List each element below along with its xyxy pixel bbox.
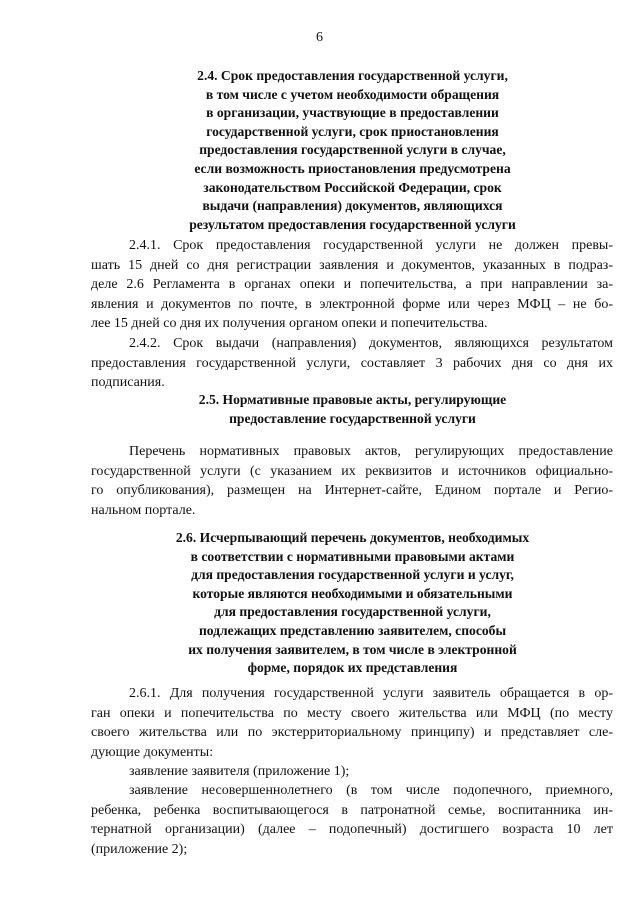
paragraph-line: дующие документы:: [91, 744, 214, 760]
heading-line: 2.6. Исчерпывающий перечень документов, необходимых: [175, 530, 530, 545]
list-item-minor-statement: [91, 781, 613, 859]
section-2-4-heading: [90, 67, 615, 234]
heading-line: предоставление государственной услуги: [229, 410, 476, 426]
heading-line: в соответствии с нормативными правовыми актами: [190, 548, 515, 564]
heading-line: законодательством Российской Федерации, срок: [203, 179, 502, 195]
heading-line: предоставления государственной услуги в случае,: [199, 142, 506, 158]
heading-line: выдачи (направления) документов, являющихся: [202, 198, 503, 214]
paragraph-line: ган опеки и попечительства по месту своего жительства или МФЦ (по месту: [91, 705, 613, 721]
heading-line: в том числе с учетом необходимости обращения: [205, 86, 500, 102]
paragraph-line: лее 15 дней со дня их получения органом опеки и попечительства.: [91, 316, 488, 332]
heading-line: которые являются необходимыми и обязательными: [192, 585, 513, 601]
heading-line: в организации, участвующие в предоставлении: [206, 105, 499, 121]
paragraph-line: деле 2.6 Регламента в органах опеки и попечительства, а при направлении за-: [91, 277, 613, 293]
heading-line: если возможность приостановления предусмотрена: [194, 160, 511, 176]
paragraph-line: тернатной организации) (далее – подопечный) достигшего возраста 10 лет: [91, 822, 613, 838]
paragraph-line: 2.4.1. Срок предоставления государственной услуги не должен превы-: [129, 238, 613, 253]
list-item-applicant-statement: [91, 762, 613, 782]
section-2-5-heading: [90, 391, 615, 428]
heading-line: результатом предоставления государственной услуги: [189, 216, 516, 232]
heading-line: государственной услуги, срок приостановления: [206, 123, 499, 139]
section-2-6-heading: [90, 529, 615, 678]
paragraph-line: ребенка, ребенка воспитывающегося в патронатной семье, воспитанника ин-: [91, 802, 613, 818]
paragraph-2-4-1: [91, 236, 613, 334]
heading-line: для предоставления государственной услуги,: [214, 604, 491, 620]
heading-line: 2.5. Нормативные правовые акты, регулирующие: [198, 392, 507, 407]
paragraph-2-5: [91, 442, 613, 520]
paragraph-line: (приложение 2);: [91, 841, 188, 857]
page-number: 6: [316, 30, 323, 45]
heading-line: 2.4. Срок предоставления государственной услуги,: [197, 68, 508, 83]
paragraph-line: государственной услуги (с указанием их реквизитов и источников официально-: [91, 463, 613, 479]
heading-line: для предоставления государственной услуги и услуг,: [191, 567, 514, 583]
paragraph-line: 2.6.1. Для получения государственной услуги заявитель обращается в ор-: [129, 686, 613, 701]
heading-line: их получения заявителем, в том числе в электронной: [188, 641, 517, 657]
paragraph-line: 2.4.2. Срок выдачи (направления) документов, являющихся результатом: [129, 336, 613, 351]
paragraph-line: своего жительства или по экстерриториальному принципу) и представляет сле-: [91, 725, 613, 741]
heading-line: форме, порядок их представления: [247, 660, 458, 676]
paragraph-line: шать 15 дней со дня регистрации заявления и документов, указанных в подраз-: [91, 257, 613, 273]
paragraph-line: нальном портале.: [91, 502, 196, 518]
paragraph-2-6-1: [91, 684, 613, 762]
paragraph-line: заявление заявителя (приложение 1);: [129, 764, 350, 779]
paragraph-line: го опубликования), размещен на Интернет-сайте, Едином портале и Регио-: [91, 483, 613, 499]
paragraph-2-4-2: [91, 334, 613, 393]
heading-line: подлежащих представлению заявителем, способы: [198, 622, 507, 638]
paragraph-line: заявление несовершеннолетнего (в том числе подопечного, приемного,: [129, 783, 613, 798]
paragraph-line: явления и документов по почте, в электронной форме или через МФЦ – не бо-: [91, 296, 613, 312]
paragraph-line: Перечень нормативных правовых актов, регулирующих предоставление: [129, 444, 613, 459]
paragraph-line: предоставления государственной услуги, составляет 3 рабочих дня со дня их: [91, 355, 613, 371]
paragraph-line: подписания.: [91, 375, 165, 391]
